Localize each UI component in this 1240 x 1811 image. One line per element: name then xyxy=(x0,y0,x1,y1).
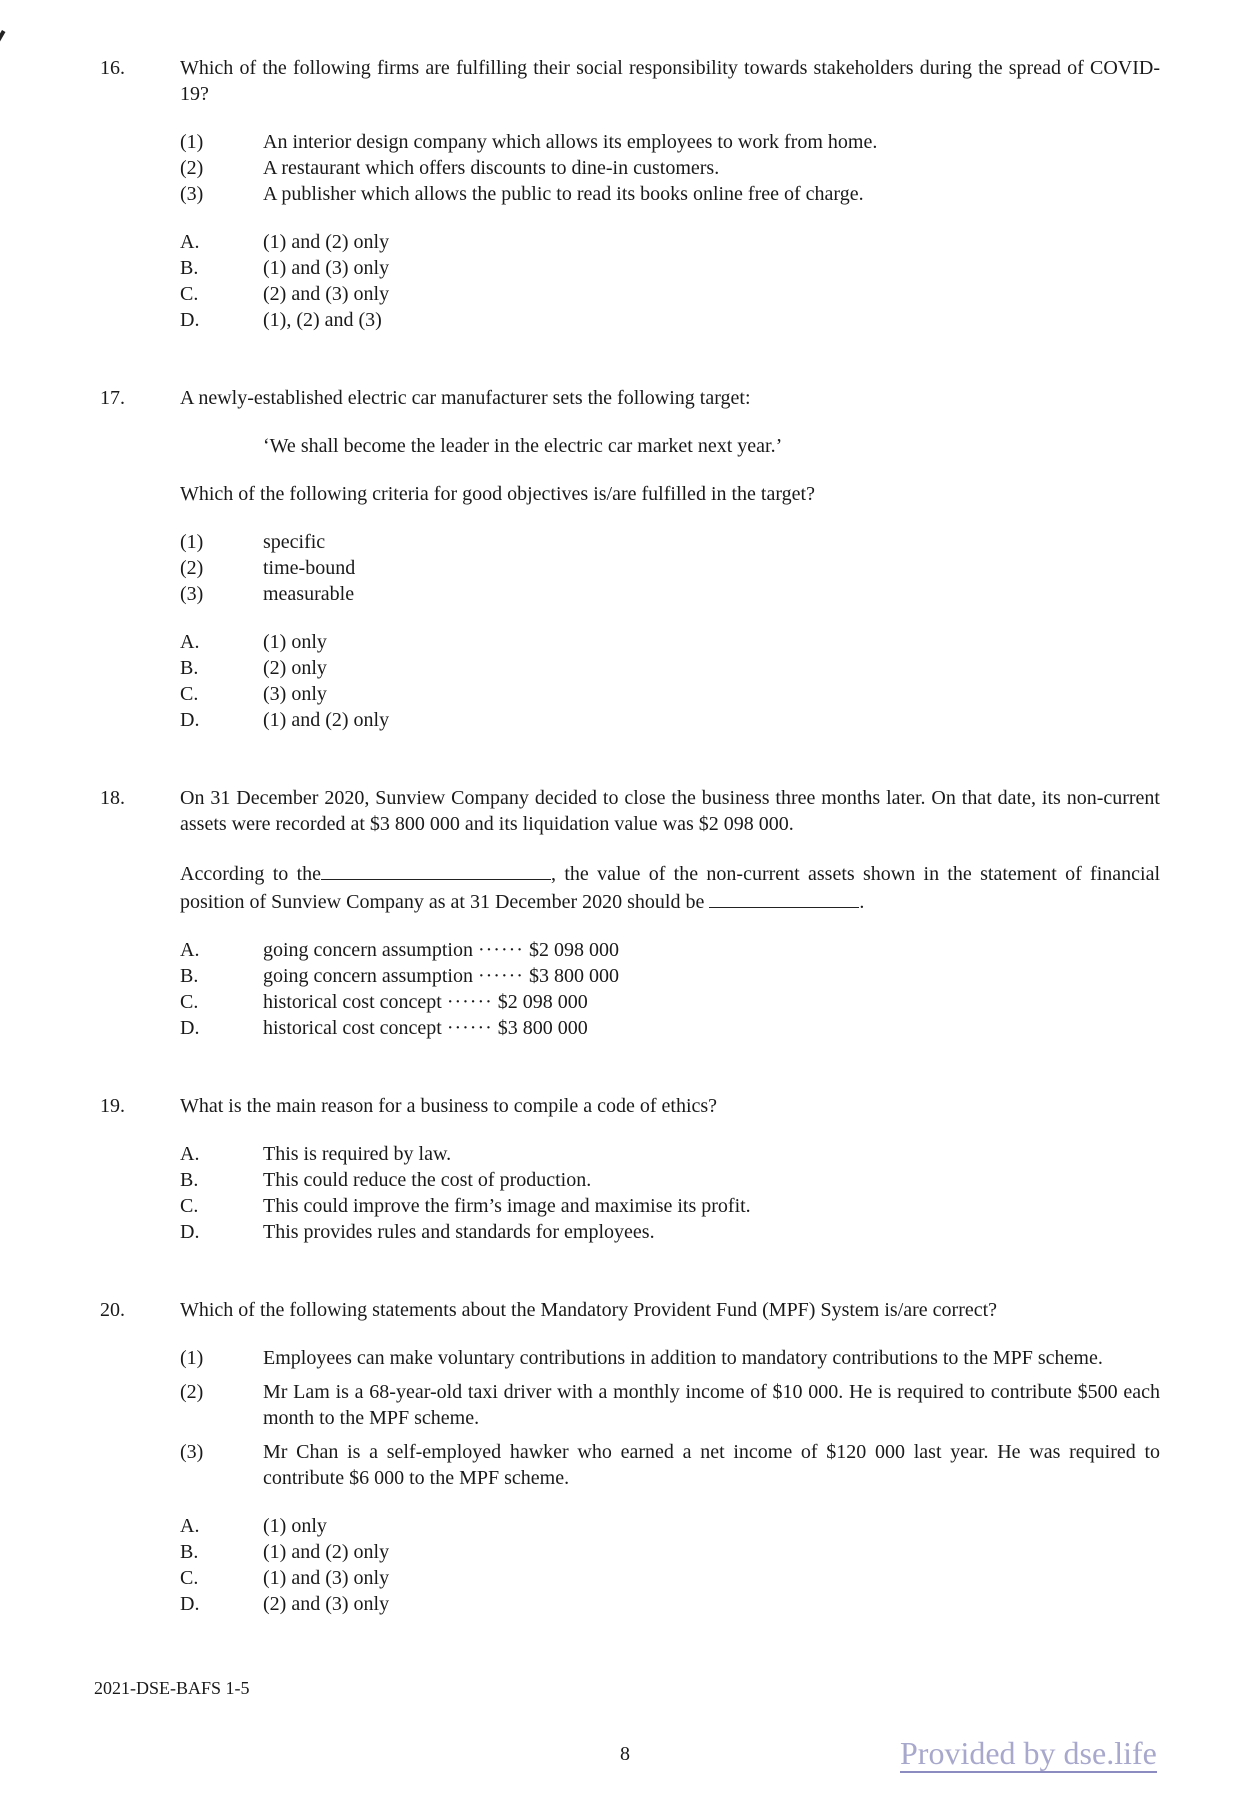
leader-dots: ······ xyxy=(477,965,524,987)
target-quote: ‘We shall become the leader in the electric car market next year.’ xyxy=(263,435,783,457)
option-list xyxy=(180,937,1160,1041)
question-stem-2: Which of the following criteria for good objectives is/are fulfilled in the target? xyxy=(180,483,815,505)
option-d[interactable] xyxy=(180,1219,1160,1245)
option-text xyxy=(263,1015,1160,1041)
question-stem: What is the main reason for a business to compile a code of ethics? xyxy=(180,1095,718,1117)
option-text: (1) only xyxy=(263,1515,327,1537)
option-label: A. xyxy=(180,631,200,653)
question-20 xyxy=(0,1297,1240,1639)
statement-label: (2) xyxy=(180,557,204,579)
option-text: (1), (2) and (3) xyxy=(263,309,382,331)
option-d[interactable] xyxy=(180,707,1160,733)
leader-dots: ······ xyxy=(446,991,493,1013)
option-label: C. xyxy=(180,1195,199,1217)
question-17 xyxy=(0,385,1240,755)
option-text xyxy=(263,937,1160,963)
statement-text: specific xyxy=(263,531,326,553)
option-a[interactable] xyxy=(180,229,1160,255)
option-c[interactable] xyxy=(180,989,1160,1015)
option-label: D. xyxy=(180,309,200,331)
page-number: 8 xyxy=(620,1743,630,1765)
statement-3 xyxy=(180,581,1160,607)
question-18 xyxy=(0,785,1240,1063)
question-16 xyxy=(0,55,1240,355)
sentence-part: According to the xyxy=(180,863,322,885)
option-d[interactable] xyxy=(180,307,1160,333)
statement-text: measurable xyxy=(263,583,355,605)
statement-text: A publisher which allows the public to read its books online free of charge. xyxy=(263,183,864,205)
fill-in-sentence xyxy=(180,859,1160,915)
option-text: (1) and (3) only xyxy=(263,257,390,279)
statement-label: (1) xyxy=(180,131,204,153)
statement-2 xyxy=(180,155,1160,181)
question-body xyxy=(180,785,1160,1063)
statement-2 xyxy=(180,555,1160,581)
option-value: $2 098 000 xyxy=(528,939,619,961)
question-number: 19. xyxy=(100,1095,125,1117)
option-list xyxy=(180,229,1160,333)
leader-dots: ······ xyxy=(446,1017,493,1039)
option-value: $3 800 000 xyxy=(528,965,619,987)
watermark-link[interactable]: Provided by dse.life xyxy=(900,1735,1157,1771)
option-a[interactable] xyxy=(180,629,1160,655)
statement-1 xyxy=(180,529,1160,555)
option-text: (2) and (3) only xyxy=(263,1593,390,1615)
option-label: D. xyxy=(180,1017,200,1039)
statement-2 xyxy=(180,1379,1160,1431)
option-list xyxy=(180,1141,1160,1245)
option-a[interactable] xyxy=(180,1141,1160,1167)
option-text: This could reduce the cost of production. xyxy=(263,1169,592,1191)
option-label: D. xyxy=(180,1593,200,1615)
option-c[interactable] xyxy=(180,1565,1160,1591)
statement-text: Mr Lam is a 68-year-old taxi driver with a monthly income of $10 000. He is required to contribute $500 each month to the MPF scheme. xyxy=(263,1381,1160,1429)
statement-label: (2) xyxy=(180,1381,204,1403)
option-label: A. xyxy=(180,1515,200,1537)
question-body xyxy=(180,1093,1160,1267)
option-concept: historical cost concept xyxy=(263,991,442,1013)
statement-text: An interior design company which allows its employees to work from home. xyxy=(263,131,878,153)
statement-list xyxy=(180,529,1160,607)
sentence-part: of financial position of Sunview Company as at 31 December 2020 should be xyxy=(180,863,1161,913)
option-b[interactable] xyxy=(180,963,1160,989)
option-label: C. xyxy=(180,283,199,305)
option-text xyxy=(263,963,1160,989)
option-d[interactable] xyxy=(180,1591,1160,1617)
option-label: B. xyxy=(180,657,199,679)
option-list xyxy=(180,629,1160,733)
option-text: (2) only xyxy=(263,657,327,679)
option-value: $2 098 000 xyxy=(497,991,588,1013)
option-label: A. xyxy=(180,939,200,961)
statement-text: Employees can make voluntary contributions in addition to mandatory contributions to the MPF scheme. xyxy=(263,1347,1103,1369)
option-text: (1) only xyxy=(263,631,327,653)
option-label: A. xyxy=(180,1143,200,1165)
question-stem: Which of the following firms are fulfilling their social responsibility towards stakeholders during the spread of COVID-19? xyxy=(180,57,1160,105)
option-text: (3) only xyxy=(263,683,327,705)
statement-label: (1) xyxy=(180,531,204,553)
statement-label: (1) xyxy=(180,1347,204,1369)
option-label: D. xyxy=(180,1221,200,1243)
question-body xyxy=(180,1297,1160,1639)
option-concept: going concern assumption xyxy=(263,939,473,961)
statement-label: (3) xyxy=(180,583,204,605)
statement-1 xyxy=(180,129,1160,155)
option-label: B. xyxy=(180,1169,199,1191)
option-text: This is required by law. xyxy=(263,1143,452,1165)
sentence-part: . xyxy=(859,891,865,913)
statement-list xyxy=(180,129,1160,207)
option-label: D. xyxy=(180,709,200,731)
page-footer xyxy=(0,1731,1240,1791)
question-body xyxy=(180,55,1160,355)
option-text: (1) and (2) only xyxy=(263,709,390,731)
statement-label: (3) xyxy=(180,183,204,205)
option-label: C. xyxy=(180,1567,199,1589)
option-list xyxy=(180,1513,1160,1617)
option-b[interactable] xyxy=(180,1167,1160,1193)
option-label: B. xyxy=(180,257,199,279)
question-number: 16. xyxy=(100,57,125,79)
option-d[interactable] xyxy=(180,1015,1160,1041)
option-text: (1) and (2) only xyxy=(263,1541,390,1563)
option-text: (2) and (3) only xyxy=(263,283,390,305)
statement-1 xyxy=(180,1345,1160,1371)
question-stem: On 31 December 2020, Sunview Company decided to close the business three months later. On that date, its non-current assets were recorded at $3 800 000 and its liquidation value was $2 098 000. xyxy=(180,787,1160,835)
question-stem: A newly-established electric car manufacturer sets the following target: xyxy=(180,387,751,409)
statement-list xyxy=(180,1345,1160,1491)
option-concept: historical cost concept xyxy=(263,1017,442,1039)
option-b[interactable] xyxy=(180,1539,1160,1565)
option-c[interactable] xyxy=(180,681,1160,707)
option-b[interactable] xyxy=(180,255,1160,281)
option-label: C. xyxy=(180,991,199,1013)
statement-label: (3) xyxy=(180,1441,204,1463)
statement-text: A restaurant which offers discounts to dine-in customers. xyxy=(263,157,720,179)
leader-dots: ······ xyxy=(477,939,524,961)
question-19 xyxy=(0,1093,1240,1267)
statement-3 xyxy=(180,1439,1160,1491)
option-label: A. xyxy=(180,231,200,253)
option-text: (1) and (3) only xyxy=(263,1567,390,1589)
question-number: 20. xyxy=(100,1299,125,1321)
option-c[interactable] xyxy=(180,1193,1160,1219)
option-a[interactable] xyxy=(180,1513,1160,1539)
option-value: $3 800 000 xyxy=(497,1017,588,1039)
option-concept: going concern assumption xyxy=(263,965,473,987)
statement-text: Mr Chan is a self-employed hawker who earned a net income of $120 000 last year. He was required to contribute $6 000 to the MPF scheme. xyxy=(263,1441,1160,1489)
statement-label: (2) xyxy=(180,157,204,179)
question-body xyxy=(180,385,1160,755)
question-number: 17. xyxy=(100,387,125,409)
option-text xyxy=(263,989,1160,1015)
option-label: B. xyxy=(180,1541,199,1563)
blank-1 xyxy=(321,859,551,880)
option-text: This provides rules and standards for employees. xyxy=(263,1221,655,1243)
option-c[interactable] xyxy=(180,281,1160,307)
sentence-part: , the value of the non-current assets shown in the statement xyxy=(551,863,1057,885)
option-a[interactable] xyxy=(180,937,1160,963)
blank-2 xyxy=(709,887,859,908)
option-text: (1) and (2) only xyxy=(263,231,390,253)
question-stem: Which of the following statements about the Mandatory Provident Fund (MPF) System is/are correct? xyxy=(180,1299,998,1321)
statement-text: time-bound xyxy=(263,557,356,579)
option-label: C. xyxy=(180,683,199,705)
paper-code: 2021-DSE-BAFS 1-5 xyxy=(94,1678,250,1698)
statement-3 xyxy=(180,181,1160,207)
option-text: This could improve the firm’s image and maximise its profit. xyxy=(263,1195,751,1217)
question-number: 18. xyxy=(100,787,125,809)
option-b[interactable] xyxy=(180,655,1160,681)
option-label: B. xyxy=(180,965,199,987)
